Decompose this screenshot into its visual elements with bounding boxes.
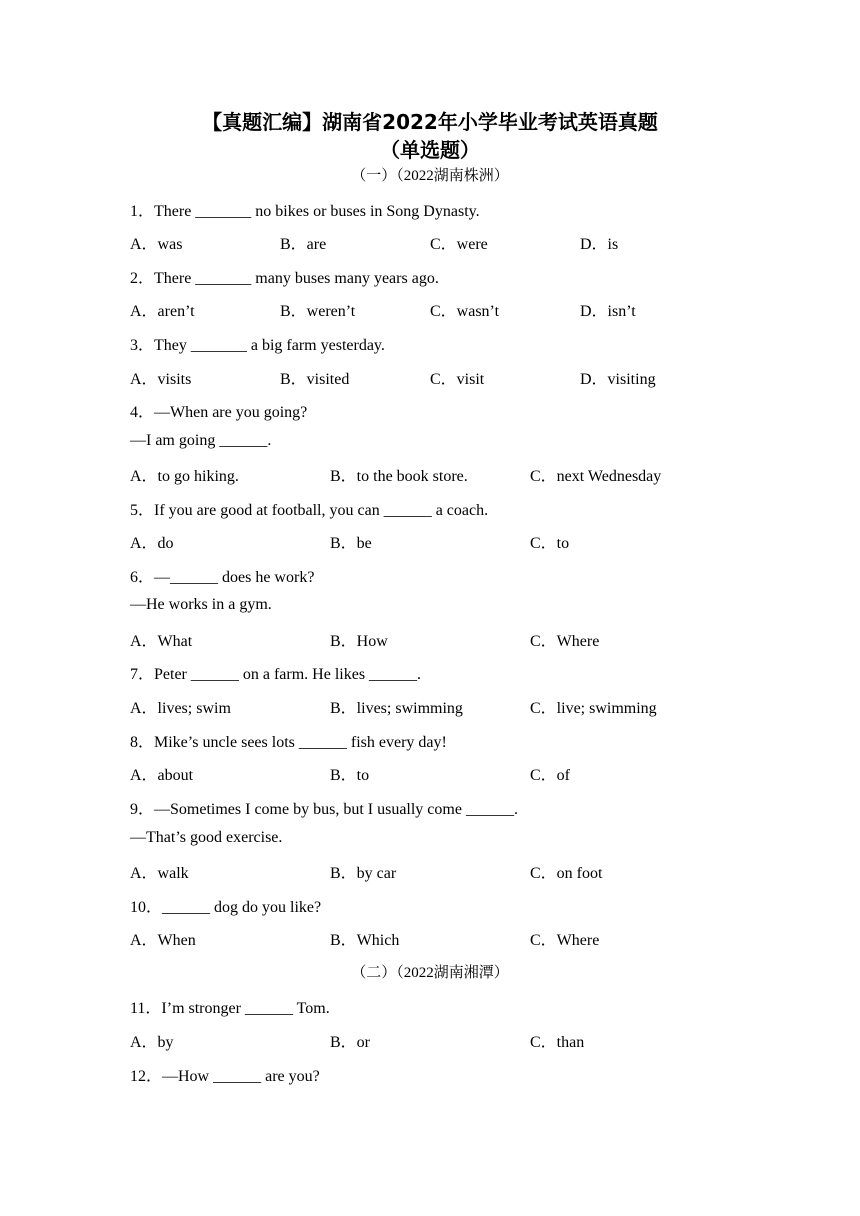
option-c: C．next Wednesday <box>530 468 662 485</box>
question-stem: 3．They _______ a big farm yesterday. <box>130 337 385 354</box>
option-b: B．to the book store. <box>330 468 468 485</box>
option-a: A．visits <box>130 371 192 388</box>
option-c: C．were <box>430 236 488 253</box>
option-c: C．wasn’t <box>430 303 500 320</box>
option-c: C．to <box>530 535 570 552</box>
option-d: D．visiting <box>580 371 656 388</box>
question-stem: 9．—Sometimes I come by bus, but I usually come ______. <box>130 801 518 818</box>
option-a: A．walk <box>130 865 189 882</box>
question-stem: 5．If you are good at football, you can ______ a coach. <box>130 502 489 519</box>
question-response: —I am going ______. <box>130 432 272 449</box>
option-a: A．was <box>130 236 183 253</box>
question-stem: 11．I’m stronger ______ Tom. <box>130 1000 330 1017</box>
option-a: A．What <box>130 633 193 650</box>
question-stem: 2．There _______ many buses many years ago. <box>130 270 439 287</box>
question-stem: 12．—How ______ are you? <box>130 1068 320 1085</box>
option-a: A．lives; swim <box>130 700 231 717</box>
option-b: B．visited <box>280 371 350 388</box>
option-b: B．weren’t <box>280 303 356 320</box>
option-c: C．live; swimming <box>530 700 657 717</box>
question-stem: 4．—When are you going? <box>130 404 308 421</box>
option-d: D．isn’t <box>580 303 636 320</box>
option-a: A．by <box>130 1034 174 1051</box>
option-a: A．about <box>130 767 194 784</box>
option-c: C．of <box>530 767 571 784</box>
option-a: A．When <box>130 932 196 949</box>
document-subtitle: （单选题） <box>380 138 480 162</box>
document-title: 【真题汇编】湖南省2022年小学毕业考试英语真题 <box>202 110 658 134</box>
option-b: B．to <box>330 767 370 784</box>
option-b: B．by car <box>330 865 397 882</box>
section-heading: （二）（2022湖南湘潭） <box>351 965 509 981</box>
question-stem: 6．—______ does he work? <box>130 569 315 586</box>
option-b: B．are <box>280 236 327 253</box>
option-b: B．Which <box>330 932 400 949</box>
question-response: —He works in a gym. <box>130 596 272 613</box>
option-b: B．or <box>330 1034 371 1051</box>
section-heading: （一）（2022湖南株洲） <box>351 168 509 184</box>
option-c: C．than <box>530 1034 585 1051</box>
option-c: C．Where <box>530 633 600 650</box>
option-a: A．aren’t <box>130 303 195 320</box>
question-stem: 7．Peter ______ on a farm. He likes ______. <box>130 666 422 683</box>
option-b: B．be <box>330 535 372 552</box>
option-c: C．on foot <box>530 865 603 882</box>
question-stem: 8．Mike’s uncle sees lots ______ fish every day! <box>130 734 447 751</box>
option-c: C．Where <box>530 932 600 949</box>
option-a: A．to go hiking. <box>130 468 239 485</box>
question-stem: 10．______ dog do you like? <box>130 899 322 916</box>
option-a: A．do <box>130 535 174 552</box>
option-d: D．is <box>580 236 619 253</box>
option-c: C．visit <box>430 371 485 388</box>
option-b: B．lives; swimming <box>330 700 463 717</box>
question-response: —That’s good exercise. <box>130 829 283 846</box>
option-b: B．How <box>330 633 388 650</box>
question-stem: 1．There _______ no bikes or buses in Song Dynasty. <box>130 203 480 220</box>
